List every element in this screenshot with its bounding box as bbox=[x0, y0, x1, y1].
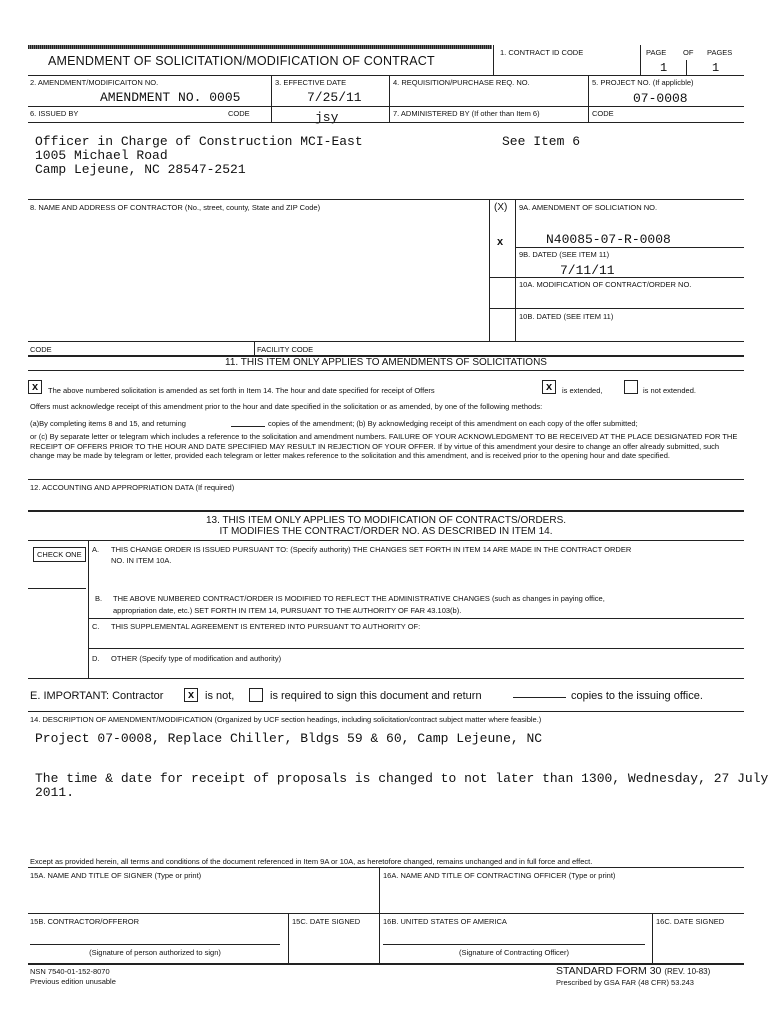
s13-a-text-1: THIS CHANGE ORDER IS ISSUED PURSUANT TO: (Specify authority) THE CHANGES SET FORTH IN ITEM 14 ARE MADE IN THE CONTRACT ORDER bbox=[111, 545, 632, 554]
box15a-label: 15A. NAME AND TITLE OF SIGNER (Type or print) bbox=[30, 871, 202, 880]
pages-label: PAGES bbox=[707, 48, 733, 57]
box15b-label: 15B. CONTRACTOR/OFFEROR bbox=[30, 917, 140, 926]
copies-label: copies to the issuing office. bbox=[571, 690, 703, 702]
s13-b-text-1: THE ABOVE NUMBERED CONTRACT/ORDER IS MODIFIED TO REFLECT THE ADMINISTRATIVE CHANGES (such as changes in paying office, bbox=[113, 594, 605, 603]
page-number: 1 bbox=[660, 61, 668, 75]
box7-label: 7. ADMINISTERED BY (If other than Item 6) bbox=[393, 109, 540, 118]
contractor-code-label: CODE bbox=[30, 345, 52, 354]
box3-label: 3. EFFECTIVE DATE bbox=[275, 78, 347, 87]
section-13-title-1: 13. THIS ITEM ONLY APPLIES TO MODIFICATION OF CONTRACTS/ORDERS. bbox=[205, 515, 567, 526]
box7-code-label: CODE bbox=[592, 109, 614, 118]
previous-edition: Previous edition unusable bbox=[30, 977, 116, 986]
box14-line-3: 2011. bbox=[35, 785, 75, 800]
s11-line-3b: copies of the amendment; (b) By acknowledging receipt of this amendment on each copy of the offer submitted; bbox=[268, 419, 638, 428]
sig15-caption: (Signature of person authorized to sign) bbox=[89, 948, 221, 957]
not-extended-label: is not extended. bbox=[643, 386, 696, 395]
extended-checkbox[interactable] bbox=[542, 380, 556, 394]
is-not-label: is not, bbox=[205, 690, 235, 702]
contract-id-label: 1. CONTRACT ID CODE bbox=[500, 48, 584, 57]
s13-a-letter: A. bbox=[92, 545, 100, 554]
nsn-number: NSN 7540-01-152-8070 bbox=[30, 967, 110, 976]
is-required-label: is required to sign this document and return bbox=[270, 690, 482, 702]
check-one-label: CHECK ONE bbox=[33, 547, 86, 562]
standard-form-number: STANDARD FORM 30 bbox=[556, 965, 662, 977]
sig16-caption: (Signature of Contracting Officer) bbox=[459, 948, 569, 957]
box2-value[interactable]: AMENDMENT NO. 0005 bbox=[100, 90, 241, 105]
s13-c-letter: C. bbox=[92, 622, 100, 631]
is-not-checkbox[interactable] bbox=[184, 688, 198, 702]
s11-line-1: The above numbered solicitation is amended as set forth in Item 14. The hour and date specified for receipt of Offers bbox=[48, 386, 435, 395]
box6-code-value[interactable]: jsy bbox=[315, 110, 339, 125]
box10b-label: 10B. DATED (SEE ITEM 11) bbox=[519, 312, 614, 321]
s13-d-letter: D. bbox=[92, 654, 100, 663]
amended-check-mark: x bbox=[31, 381, 39, 393]
s11-paragraph: or (c) By separate letter or telegram which includes a reference to the solicitation and amendment numbers. FAILURE OF YOUR ACKNOWLEDGMENT TO BE RECEIVED AT THE PLACE DESIGNATED FOR THE RECEIPT OF OFFERS PRIOR TO THE HOUR AND DATE SPECIFIED MAY RESULT IN REJECTION OF YOUR OFFER. If by virtue of this amendment your desire to change an offer already submitted, such change may be made by telegram or letter, provided each telegram or letter makes reference to the solicitation and this amendment, and is received prior to the opening hour and date specified. bbox=[30, 432, 738, 460]
page-label: PAGE bbox=[646, 48, 667, 57]
box16c-label: 16C. DATE SIGNED bbox=[656, 917, 725, 926]
not-extended-checkbox[interactable] bbox=[624, 380, 638, 394]
box6-label: 6. ISSUED BY bbox=[30, 109, 79, 118]
s13-d-text: OTHER (Specify type of modification and authority) bbox=[111, 654, 282, 663]
s13-b-text-2: appropriation date, etc.) SET FORTH IN ITEM 14, PURSUANT TO THE AUTHORITY OF FAR 43.103(b). bbox=[113, 606, 462, 615]
s11-line-2: Offers must acknowledge receipt of this amendment prior to the hour and date specified in the solicitation or as amended, by one of the following methods: bbox=[30, 402, 543, 411]
issued-by-line-3: Camp Lejeune, NC 28547-2521 bbox=[35, 162, 246, 177]
box14-label: 14. DESCRIPTION OF AMENDMENT/MODIFICATION (Organized by UCF section headings, including solicitation/contract subject matter where feasible.) bbox=[30, 715, 542, 724]
is-not-check-mark: x bbox=[187, 689, 195, 701]
box5-label: 5. PROJECT NO. (If applicble) bbox=[592, 78, 694, 87]
s11-line-3a: (a)By completing items 8 and 15, and returning bbox=[30, 419, 186, 428]
x-column-label: (X) bbox=[494, 202, 508, 213]
administered-by-value: See Item 6 bbox=[502, 134, 581, 149]
except-text: Except as provided herein, all terms and conditions of the document referenced in Item 9A or 10A, as heretofore changed, remains unchanged and in full force and effect. bbox=[30, 857, 593, 866]
form-title: AMENDMENT OF SOLICITATION/MODIFICATION OF CONTRACT bbox=[48, 54, 435, 68]
prescribed-by: Prescribed by GSA FAR (48 CFR) 53.243 bbox=[556, 978, 694, 987]
box10a-label: 10A. MODIFICATION OF CONTRACT/ORDER NO. bbox=[519, 280, 692, 289]
section-13-title-2: IT MODIFIES THE CONTRACT/ORDER NO. AS DESCRIBED IN ITEM 14. bbox=[219, 526, 553, 537]
box9a-check-mark[interactable]: x bbox=[497, 236, 504, 248]
standard-form-revision: (REV. 10-83) bbox=[664, 967, 711, 976]
box5-value[interactable]: 07-0008 bbox=[633, 91, 688, 106]
box4-label: 4. REQUISITION/PURCHASE REQ. NO. bbox=[393, 78, 530, 87]
box9b-label: 9B. DATED (SEE ITEM 11) bbox=[519, 250, 610, 259]
extended-label: is extended, bbox=[562, 386, 603, 395]
box12-label: 12. ACCOUNTING AND APPROPRIATION DATA (If required) bbox=[30, 483, 235, 492]
issued-by-line-1: Officer in Charge of Construction MCI-East bbox=[35, 134, 363, 149]
section-11-title: 11. THIS ITEM ONLY APPLIES TO AMENDMENTS OF SOLICITATIONS bbox=[225, 357, 547, 368]
box15c-label: 15C. DATE SIGNED bbox=[292, 917, 361, 926]
box14-line-2: The time & date for receipt of proposals is changed to not later than 1300, Wednesday, 27 July bbox=[35, 771, 769, 786]
important-label: E. IMPORTANT: Contractor bbox=[30, 690, 164, 702]
box16a-label: 16A. NAME AND TITLE OF CONTRACTING OFFICER (Type or print) bbox=[383, 871, 616, 880]
box3-value[interactable]: 7/25/11 bbox=[307, 90, 362, 105]
contractor-signature-line[interactable] bbox=[30, 944, 280, 945]
box8-label: 8. NAME AND ADDRESS OF CONTRACTOR (No., street, county, State and ZIP Code) bbox=[30, 203, 321, 212]
extended-check-mark: x bbox=[545, 381, 553, 393]
s13-c-text: THIS SUPPLEMENTAL AGREEMENT IS ENTERED INTO PURSUANT TO AUTHORITY OF: bbox=[111, 622, 421, 631]
standard-form-label bbox=[556, 965, 710, 977]
is-required-checkbox[interactable] bbox=[249, 688, 263, 702]
box9b-value[interactable]: 7/11/11 bbox=[560, 263, 615, 278]
box14-line-1: Project 07-0008, Replace Chiller, Bldgs 59 & 60, Camp Lejeune, NC bbox=[35, 731, 543, 746]
s13-b-letter: B. bbox=[95, 594, 103, 603]
amended-checkbox[interactable] bbox=[28, 380, 42, 394]
total-pages: 1 bbox=[712, 61, 720, 75]
box9a-value[interactable]: N40085-07-R-0008 bbox=[546, 232, 671, 247]
box6-code-label: CODE bbox=[228, 109, 250, 118]
box9a-label: 9A. AMENDMENT OF SOLICIATION NO. bbox=[519, 203, 658, 212]
facility-code-label: FACILITY CODE bbox=[257, 345, 314, 354]
of-label: OF bbox=[683, 48, 694, 57]
s13-a-text-2: NO. IN ITEM 10A. bbox=[111, 556, 172, 565]
officer-signature-line[interactable] bbox=[383, 944, 645, 945]
box16b-label: 16B. UNITED STATES OF AMERICA bbox=[383, 917, 507, 926]
issued-by-line-2: 1005 Michael Road bbox=[35, 148, 168, 163]
box2-label: 2. AMENDMENT/MODIFICAITON NO. bbox=[30, 78, 159, 87]
